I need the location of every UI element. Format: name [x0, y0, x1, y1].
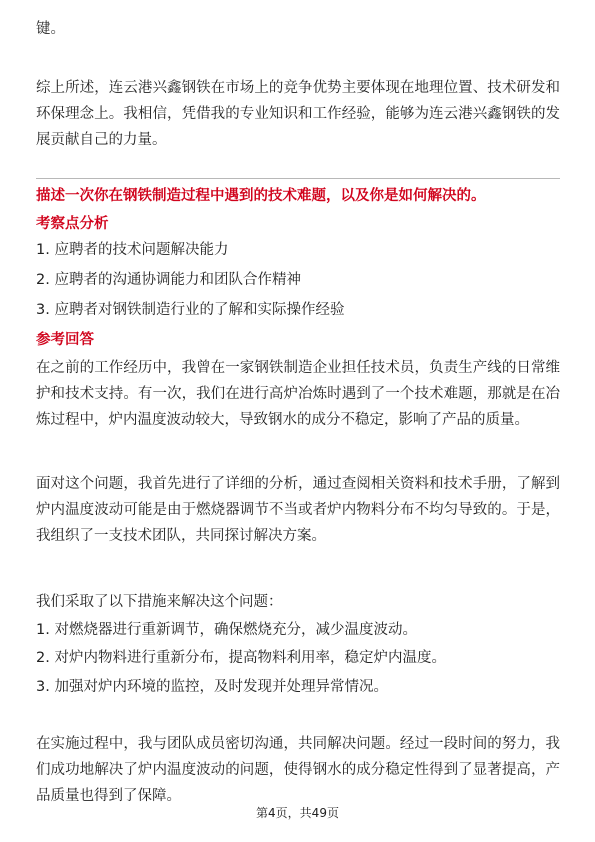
analysis-item: 2. 应聘者的沟通协调能力和团队合作精神 [36, 272, 301, 288]
analysis-heading: 考察点分析 [36, 216, 109, 232]
analysis-item: 3. 应聘者对钢铁制造行业的了解和实际操作经验 [36, 302, 345, 318]
measures-intro: 我们采取了以下措施来解决这个问题： [36, 594, 283, 610]
page-number: 第4页，共49页 [256, 806, 339, 820]
section-divider [36, 178, 560, 179]
measure-item: 1. 对燃烧器进行重新调节，确保燃烧充分，减少温度波动。 [36, 622, 417, 638]
summary-paragraph: 综上所述，连云港兴鑫钢铁在市场上的竞争优势主要体现在地理位置、技术研发和环保理念上。我相信，凭借我的专业知识和工作经验，能够为连云港兴鑫钢铁的发展贡献自己的力量。 [36, 80, 560, 148]
answer-paragraph-1: 在之前的工作经历中，我曾在一家钢铁制造企业担任技术员，负责生产线的日常维护和技术支持。有一次，我们在进行高炉冶炼时遇到了一个技术难题，那就是在冶炼过程中，炉内温度波动较大，导致钢水的成分不稳定，影响了产品的质量。 [36, 360, 560, 428]
answer-paragraph-2: 面对这个问题，我首先进行了详细的分析，通过查阅相关资料和技术手册，了解到炉内温度波动可能是由于燃烧器调节不当或者炉内物料分布不均匀导致的。于是，我组织了一支技术团队，共同探讨解决方案。 [36, 476, 560, 544]
interview-question: 描述一次你在钢铁制造过程中遇到的技术难题，以及你是如何解决的。 [36, 188, 486, 204]
measure-item: 3. 加强对炉内环境的监控，及时发现并处理异常情况。 [36, 679, 388, 695]
answer-heading: 参考回答 [36, 332, 94, 348]
continued-fragment: 键。 [36, 21, 65, 37]
analysis-item: 1. 应聘者的技术问题解决能力 [36, 242, 229, 258]
answer-paragraph-3: 在实施过程中，我与团队成员密切沟通，共同解决问题。经过一段时间的努力，我们成功地解决了炉内温度波动的问题，使得钢水的成分稳定性得到了显著提高，产品质量也得到了保障。 [36, 736, 560, 804]
measure-item: 2. 对炉内物料进行重新分布，提高物料利用率，稳定炉内温度。 [36, 650, 446, 666]
